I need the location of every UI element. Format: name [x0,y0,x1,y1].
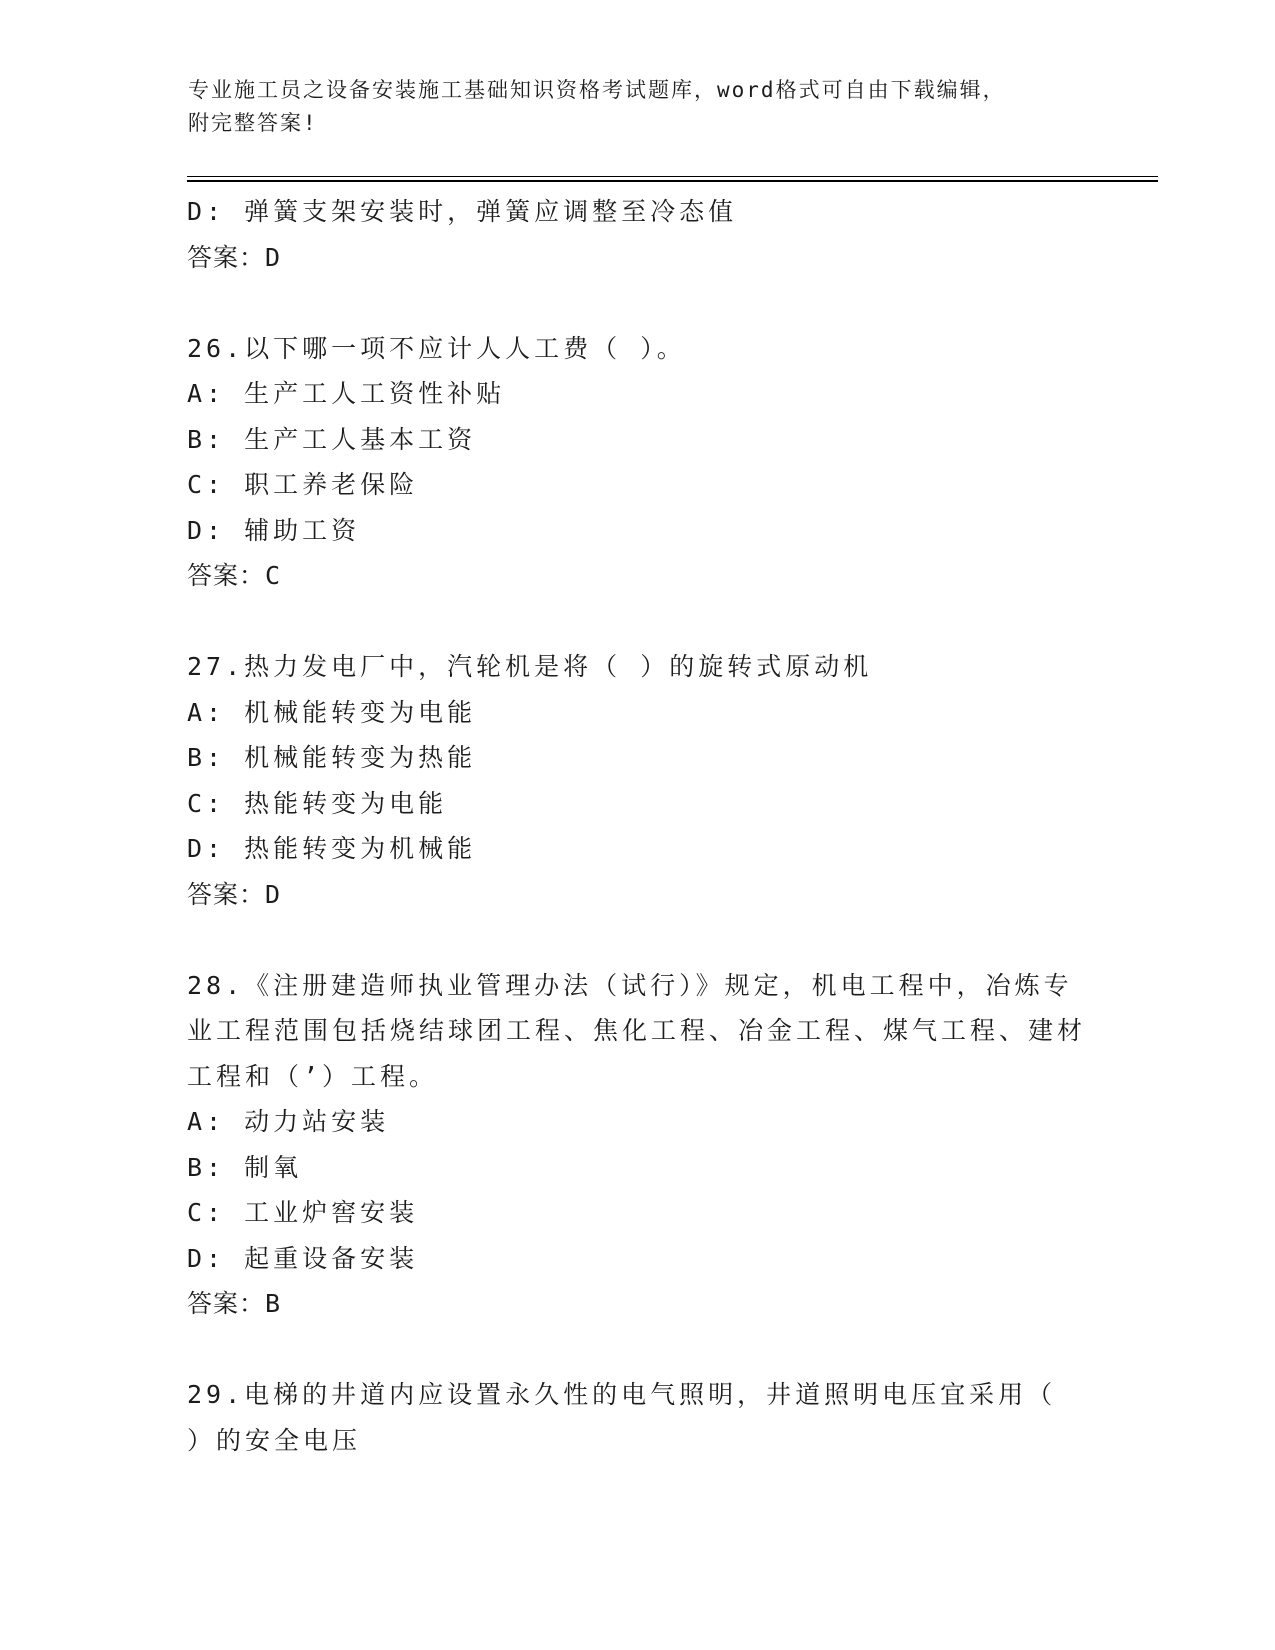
question-stem: 27.热力发电厂中，汽轮机是将（ ）的旋转式原动机 [187,652,873,681]
answer-label: 答案： [187,561,266,590]
question-stem: 29.电梯的井道内应设置永久性的电气照明，井道照明电压宜采用（ ）的安全电压 [187,1380,1057,1455]
option-b: B: 生产工人基本工资 [187,424,477,454]
option-b: B: 机械能转变为热能 [187,743,477,772]
answer-value: B [265,1289,282,1318]
document-header [188,74,1088,140]
header-divider-thick [187,180,1158,182]
answer-value: D [265,879,282,909]
option-c: C: 热能转变为电能 [187,788,448,818]
answer [187,553,1087,599]
answer [187,872,1087,918]
option-d: D: 热能转变为机械能 [187,834,477,863]
question-stem: 26.以下哪一项不应计人人工费（ ）。 [187,333,686,363]
question-list [187,189,1087,1463]
option-a: A: 生产工人工资性补贴 [187,379,506,408]
answer-value: D [265,242,282,272]
option-c: C: 职工养老保险 [187,470,419,499]
option-a: A: 机械能转变为电能 [187,697,477,727]
answer-value: C [265,561,282,590]
answer-label: 答案： [187,1289,266,1318]
answer-label: 答案： [187,879,266,909]
answer [187,1281,1087,1327]
option-d: D: 辅助工资 [187,515,361,545]
option-b: B: 制氧 [187,1152,303,1182]
header-divider-thin [187,176,1158,177]
header-line-1: 专业施工员之设备安装施工基础知识资格考试题库，word格式可自由下载编辑， [188,78,1006,102]
option-a: A: 动力站安装 [187,1107,390,1136]
option-d: D: 起重设备安装 [187,1243,419,1273]
answer-label: 答案： [187,242,266,272]
header-line-2: 附完整答案! [188,111,318,135]
prev-answer [187,235,1087,281]
question-stem: 28.《注册建造师执业管理办法（试行）》规定，机电工程中，冶炼专业工程范围包括烧结球团工程、焦化工程、冶金工程、煤气工程、建材工程和（’）工程。 [187,970,1087,1091]
prev-option-d: D: 弹簧支架安装时，弹簧应调整至冷态值 [187,197,738,226]
option-c: C: 工业炉窖安装 [187,1198,419,1227]
